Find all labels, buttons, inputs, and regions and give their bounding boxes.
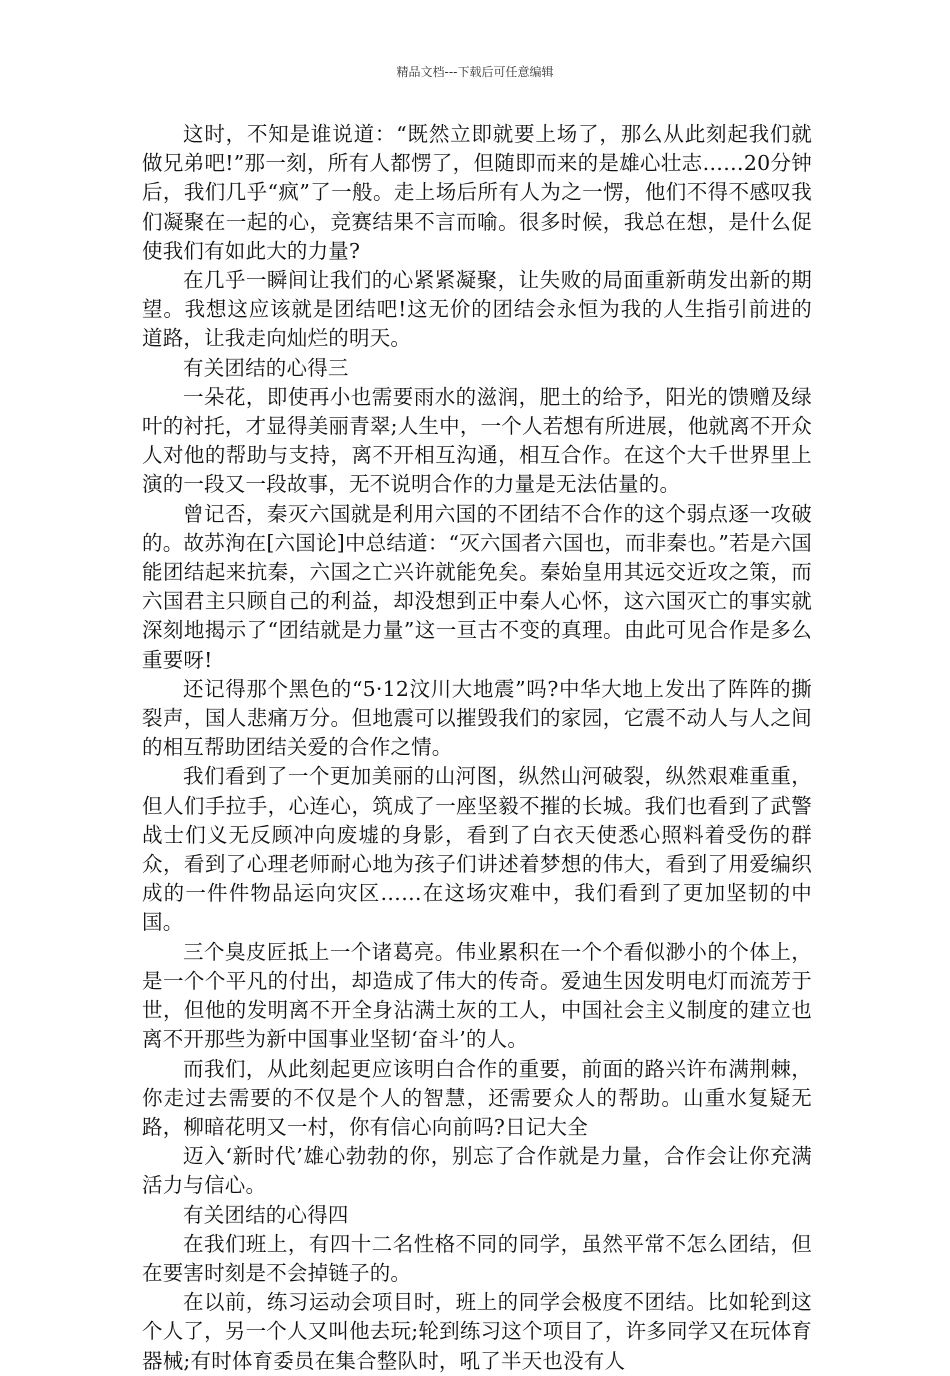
paragraph: 这时，不知是谁说道：“既然立即就要上场了，那么从此刻起我们就做兄弟吧!”那一刻，所有人都愣了，但随即而来的是雄心壮志……20分钟后，我们几乎“疯”了一般。走上场后所有人为之一愣，他们不得不感叹我们凝聚在一起的心，竞赛结果不言而喻。很多时候，我总在想，是什么促使我们有如此大的力量?: [142, 122, 812, 263]
paragraph: 迈入‘新时代’雄心勃勃的你，别忘了合作就是力量，合作会让你充满活力与信心。: [142, 1144, 812, 1198]
section-heading: 有关团结的心得四: [183, 1202, 349, 1227]
paragraph: 在我们班上，有四十二名性格不同的同学，虽然平常不怎么团结，但在要害时刻是不会掉链子的。: [142, 1231, 812, 1285]
paragraph: 曾记否，秦灭六国就是利用六国的不团结不合作的这个弱点逐一攻破的。故苏洵在[六国论]中总结道：“灭六国者六国也，而非秦也。”若是六国能团结起来抗秦，六国之亡兴许就能免矣。秦始皇用其远交近攻之策，而六国君主只顾自己的利益，却没想到正中秦人心怀，这六国灭亡的事实就深刻地揭示了“团结就是力量”这一亘古不变的真理。由此可见合作是多么重要呀!: [142, 501, 812, 672]
paragraph: 而我们，从此刻起更应该明白合作的重要，前面的路兴许布满荆棘，你走过去需要的不仅是个人的智慧，还需要众人的帮助。山重水复疑无路，柳暗花明又一村，你有信心向前吗?日记大全: [142, 1056, 812, 1139]
page-header: 精品文档---下载后可任意编辑: [396, 65, 554, 79]
paragraph: 在以前，练习运动会项目时，班上的同学会极度不团结。比如轮到这个人了，另一个人又叫他去玩;轮到练习这个项目了，许多同学又在玩体育器械;有时体育委员在集合整队时，吼了半天也没有人: [142, 1290, 812, 1373]
paragraph: 在几乎一瞬间让我们的心紧紧凝聚，让失败的局面重新萌发出新的期望。我想这应该就是团结吧!这无价的团结会永恒为我的人生指引前进的道路，让我走向灿烂的明天。: [142, 268, 812, 351]
section-heading: 有关团结的心得三: [183, 355, 349, 380]
paragraph: 三个臭皮匠抵上一个诸葛亮。伟业累积在一个个看似渺小的个体上，是一个个平凡的付出，却造成了伟大的传奇。爱迪生因发明电灯而流芳于世，但他的发明离不开全身沾满土灰的工人，中国社会主义制度的建立也离不开那些为新中国事业坚韧‘奋斗’的人。: [142, 939, 812, 1052]
document-body: [142, 120, 812, 1376]
paragraph: 我们看到了一个更加美丽的山河图，纵然山河破裂，纵然艰难重重，但人们手拉手，心连心，筑成了一座坚毅不摧的长城。我们也看到了武警战士们义无反顾冲向废墟的身影，看到了白衣天使悉心照料着受伤的群众，看到了心理老师耐心地为孩子们讲述着梦想的伟大，看到了用爱编织成的一件件物品运向灾区……在这场灾难中，我们看到了更加坚韧的中国。: [142, 764, 812, 935]
paragraph: 一朵花，即使再小也需要雨水的滋润，肥土的给予，阳光的馈赠及绿叶的衬托，才显得美丽青翠;人生中，一个人若想有所进展，他就离不开众人对他的帮助与支持，离不开相互沟通，相互合作。在这个大千世界里上演的一段又一段故事，无不说明合作的力量是无法估量的。: [142, 384, 812, 497]
paragraph: 还记得那个黑色的“5·12汶川大地震”吗?中华大地上发出了阵阵的撕裂声，国人悲痛万分。但地震可以摧毁我们的家园，它震不动人与人之间的相互帮助团结关爱的合作之情。: [142, 676, 812, 760]
